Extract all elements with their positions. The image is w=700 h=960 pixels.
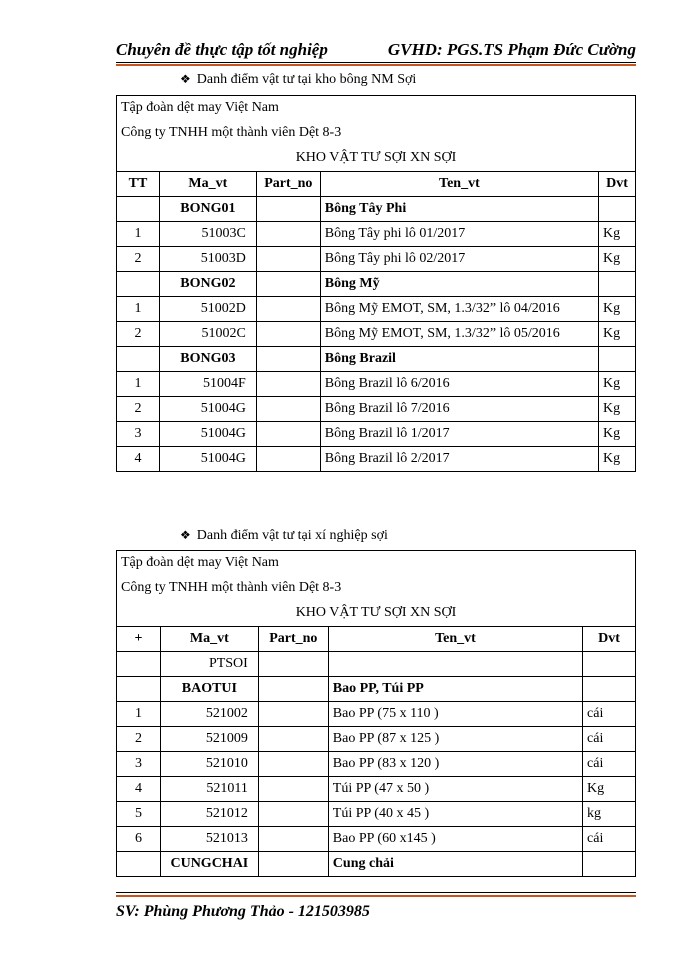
cell-ma-vt: 521012 [160, 802, 258, 827]
header-rule-thin [116, 62, 636, 63]
cell-tt: 2 [117, 247, 160, 272]
table-row [117, 322, 636, 347]
cell-part-no [256, 272, 320, 297]
cell-dvt [583, 852, 636, 877]
table1-org2: Công ty TNHH một thành viên Dệt 8-3 [117, 120, 636, 146]
cell-ten-vt: Bông Brazil lô 1/2017 [320, 422, 598, 447]
diamond-bullet-icon: ❖ [180, 528, 191, 542]
cell-part-no [258, 652, 328, 677]
cell-ten-vt: Bông Brazil [320, 347, 598, 372]
table-row [117, 247, 636, 272]
cell-tt: 2 [117, 322, 160, 347]
cell-ma-vt: BONG02 [159, 272, 256, 297]
table-row [117, 372, 636, 397]
group-row [117, 677, 636, 702]
table-row [117, 802, 636, 827]
cell-tt: 5 [117, 802, 161, 827]
cell-part-no [256, 397, 320, 422]
cell-ma-vt: 51002D [159, 297, 256, 322]
cell-ma-vt: 51004G [159, 397, 256, 422]
cell-dvt: Kg [598, 422, 635, 447]
cell-ten-vt: Bông Brazil lô 7/2016 [320, 397, 598, 422]
table-row [117, 297, 636, 322]
cell-ma-vt: BONG03 [159, 347, 256, 372]
cell-ma-vt: 521002 [160, 702, 258, 727]
section1-bullet-text: Danh điểm vật tư tại kho bông NM Sợi [196, 72, 417, 87]
cell-ma-vt: 51003C [159, 222, 256, 247]
cell-tt: 4 [117, 447, 160, 472]
table2-header-row [117, 627, 636, 652]
table2-title: KHO VẬT TƯ SỢI XN SỢI [117, 601, 636, 627]
cell-dvt: cái [583, 727, 636, 752]
cell-part-no [256, 247, 320, 272]
cell-ten-vt: Bông Brazil lô 2/2017 [320, 447, 598, 472]
cell-ten-vt: Bông Tây Phi [320, 197, 598, 222]
cell-dvt: Kg [598, 247, 635, 272]
cell-ten-vt: Bao PP, Túi PP [328, 677, 582, 702]
cell-ma-vt: BONG01 [159, 197, 256, 222]
table-row [117, 777, 636, 802]
table1-header-row [117, 172, 636, 197]
col-header-dvt: Dvt [598, 172, 635, 197]
cell-dvt: Kg [583, 777, 636, 802]
cell-dvt: Kg [598, 297, 635, 322]
cell-tt [117, 852, 161, 877]
cell-dvt: cái [583, 702, 636, 727]
cell-part-no [258, 777, 328, 802]
cell-part-no [258, 827, 328, 852]
table-row [117, 422, 636, 447]
cell-ten-vt: Túi PP (40 x 45 ) [328, 802, 582, 827]
section2-bullet [180, 528, 388, 544]
table-row [117, 652, 636, 677]
cell-ma-vt: PTSOI [160, 652, 258, 677]
cell-ten-vt: Bông Brazil lô 6/2016 [320, 372, 598, 397]
cell-ma-vt: 521013 [160, 827, 258, 852]
cell-ten-vt: Bông Mỹ [320, 272, 598, 297]
cell-tt [117, 677, 161, 702]
cell-ma-vt: CUNGCHAI [160, 852, 258, 877]
col-header-plus: + [117, 627, 161, 652]
cell-tt: 1 [117, 222, 160, 247]
cell-ma-vt: 521011 [160, 777, 258, 802]
cell-ten-vt: Bao PP (83 x 120 ) [328, 752, 582, 777]
cell-tt: 2 [117, 397, 160, 422]
cell-ten-vt: Túi PP (47 x 50 ) [328, 777, 582, 802]
section1-bullet [180, 72, 416, 88]
table-row [117, 727, 636, 752]
inventory-table-1 [116, 95, 636, 472]
cell-part-no [258, 852, 328, 877]
cell-ma-vt: 51002C [159, 322, 256, 347]
group-row [117, 347, 636, 372]
cell-ma-vt: 51003D [159, 247, 256, 272]
page-header [116, 40, 636, 62]
col-header-ma-vt: Ma_vt [159, 172, 256, 197]
cell-tt: 1 [117, 372, 160, 397]
cell-dvt: Kg [598, 447, 635, 472]
cell-tt: 6 [117, 827, 161, 852]
table2-org2: Công ty TNHH một thành viên Dệt 8-3 [117, 575, 636, 601]
cell-ten-vt: Bao PP (60 x145 ) [328, 827, 582, 852]
col-header-dvt: Dvt [583, 627, 636, 652]
col-header-ten-vt: Ten_vt [328, 627, 582, 652]
header-left-text: Chuyên đề thực tập tốt nghiệp [116, 40, 328, 59]
cell-dvt: Kg [598, 372, 635, 397]
cell-part-no [256, 422, 320, 447]
header-right-text: GVHD: PGS.TS Phạm Đức Cường [387, 40, 636, 59]
cell-part-no [256, 197, 320, 222]
cell-ma-vt: 51004G [159, 422, 256, 447]
cell-tt: 1 [117, 297, 160, 322]
cell-tt [117, 197, 160, 222]
cell-dvt: Kg [598, 397, 635, 422]
cell-tt [117, 272, 160, 297]
cell-dvt: cái [583, 827, 636, 852]
cell-part-no [258, 702, 328, 727]
table-row [117, 827, 636, 852]
table-row [117, 752, 636, 777]
col-header-ma-vt: Ma_vt [160, 627, 258, 652]
cell-dvt: Kg [598, 322, 635, 347]
cell-ten-vt: Bông Mỹ EMOT, SM, 1.3/32” lô 05/2016 [320, 322, 598, 347]
table-row [117, 222, 636, 247]
cell-part-no [258, 727, 328, 752]
cell-ten-vt: Bông Tây phi lô 01/2017 [320, 222, 598, 247]
cell-dvt: Kg [598, 222, 635, 247]
cell-ma-vt: 51004G [159, 447, 256, 472]
footer-student: SV: Phùng Phương Thảo - 121503985 [116, 903, 370, 920]
cell-ma-vt: 521009 [160, 727, 258, 752]
footer-rule-orange [116, 895, 636, 897]
cell-ten-vt: Bao PP (75 x 110 ) [328, 702, 582, 727]
cell-tt: 2 [117, 727, 161, 752]
cell-part-no [256, 347, 320, 372]
col-header-tt: TT [117, 172, 160, 197]
col-header-ten-vt: Ten_vt [320, 172, 598, 197]
cell-part-no [258, 802, 328, 827]
cell-tt [117, 652, 161, 677]
table-row [117, 397, 636, 422]
cell-part-no [256, 447, 320, 472]
cell-dvt [598, 197, 635, 222]
cell-part-no [258, 752, 328, 777]
table2-org1: Tập đoàn dệt may Việt Nam [117, 551, 636, 575]
cell-ma-vt: 521010 [160, 752, 258, 777]
table1-org1: Tập đoàn dệt may Việt Nam [117, 96, 636, 120]
footer-rule-thin [116, 892, 636, 893]
cell-ma-vt: 51004F [159, 372, 256, 397]
cell-part-no [256, 222, 320, 247]
cell-part-no [256, 297, 320, 322]
group-row [117, 272, 636, 297]
cell-part-no [256, 372, 320, 397]
table-row [117, 702, 636, 727]
cell-ten-vt: Cung chải [328, 852, 582, 877]
cell-tt: 3 [117, 752, 161, 777]
cell-dvt [598, 272, 635, 297]
cell-dvt [583, 652, 636, 677]
cell-part-no [258, 677, 328, 702]
cell-tt: 1 [117, 702, 161, 727]
diamond-bullet-icon: ❖ [180, 72, 191, 86]
cell-ten-vt: Bao PP (87 x 125 ) [328, 727, 582, 752]
cell-tt [117, 347, 160, 372]
group-row [117, 852, 636, 877]
cell-ten-vt: Bông Tây phi lô 02/2017 [320, 247, 598, 272]
cell-dvt: kg [583, 802, 636, 827]
inventory-table-2 [116, 550, 636, 877]
col-header-part-no: Part_no [256, 172, 320, 197]
cell-tt: 3 [117, 422, 160, 447]
section2-bullet-text: Danh điểm vật tư tại xí nghiệp sợi [196, 528, 388, 543]
cell-dvt [583, 677, 636, 702]
table1-title: KHO VẬT TƯ SỢI XN SỢI [117, 146, 636, 172]
cell-dvt [598, 347, 635, 372]
cell-part-no [256, 322, 320, 347]
cell-tt: 4 [117, 777, 161, 802]
cell-ten-vt: Bông Mỹ EMOT, SM, 1.3/32” lô 04/2016 [320, 297, 598, 322]
table-row [117, 447, 636, 472]
cell-ten-vt [328, 652, 582, 677]
col-header-part-no: Part_no [258, 627, 328, 652]
cell-ma-vt: BAOTUI [160, 677, 258, 702]
cell-dvt: cái [583, 752, 636, 777]
group-row [117, 197, 636, 222]
header-rule-orange [116, 64, 636, 66]
